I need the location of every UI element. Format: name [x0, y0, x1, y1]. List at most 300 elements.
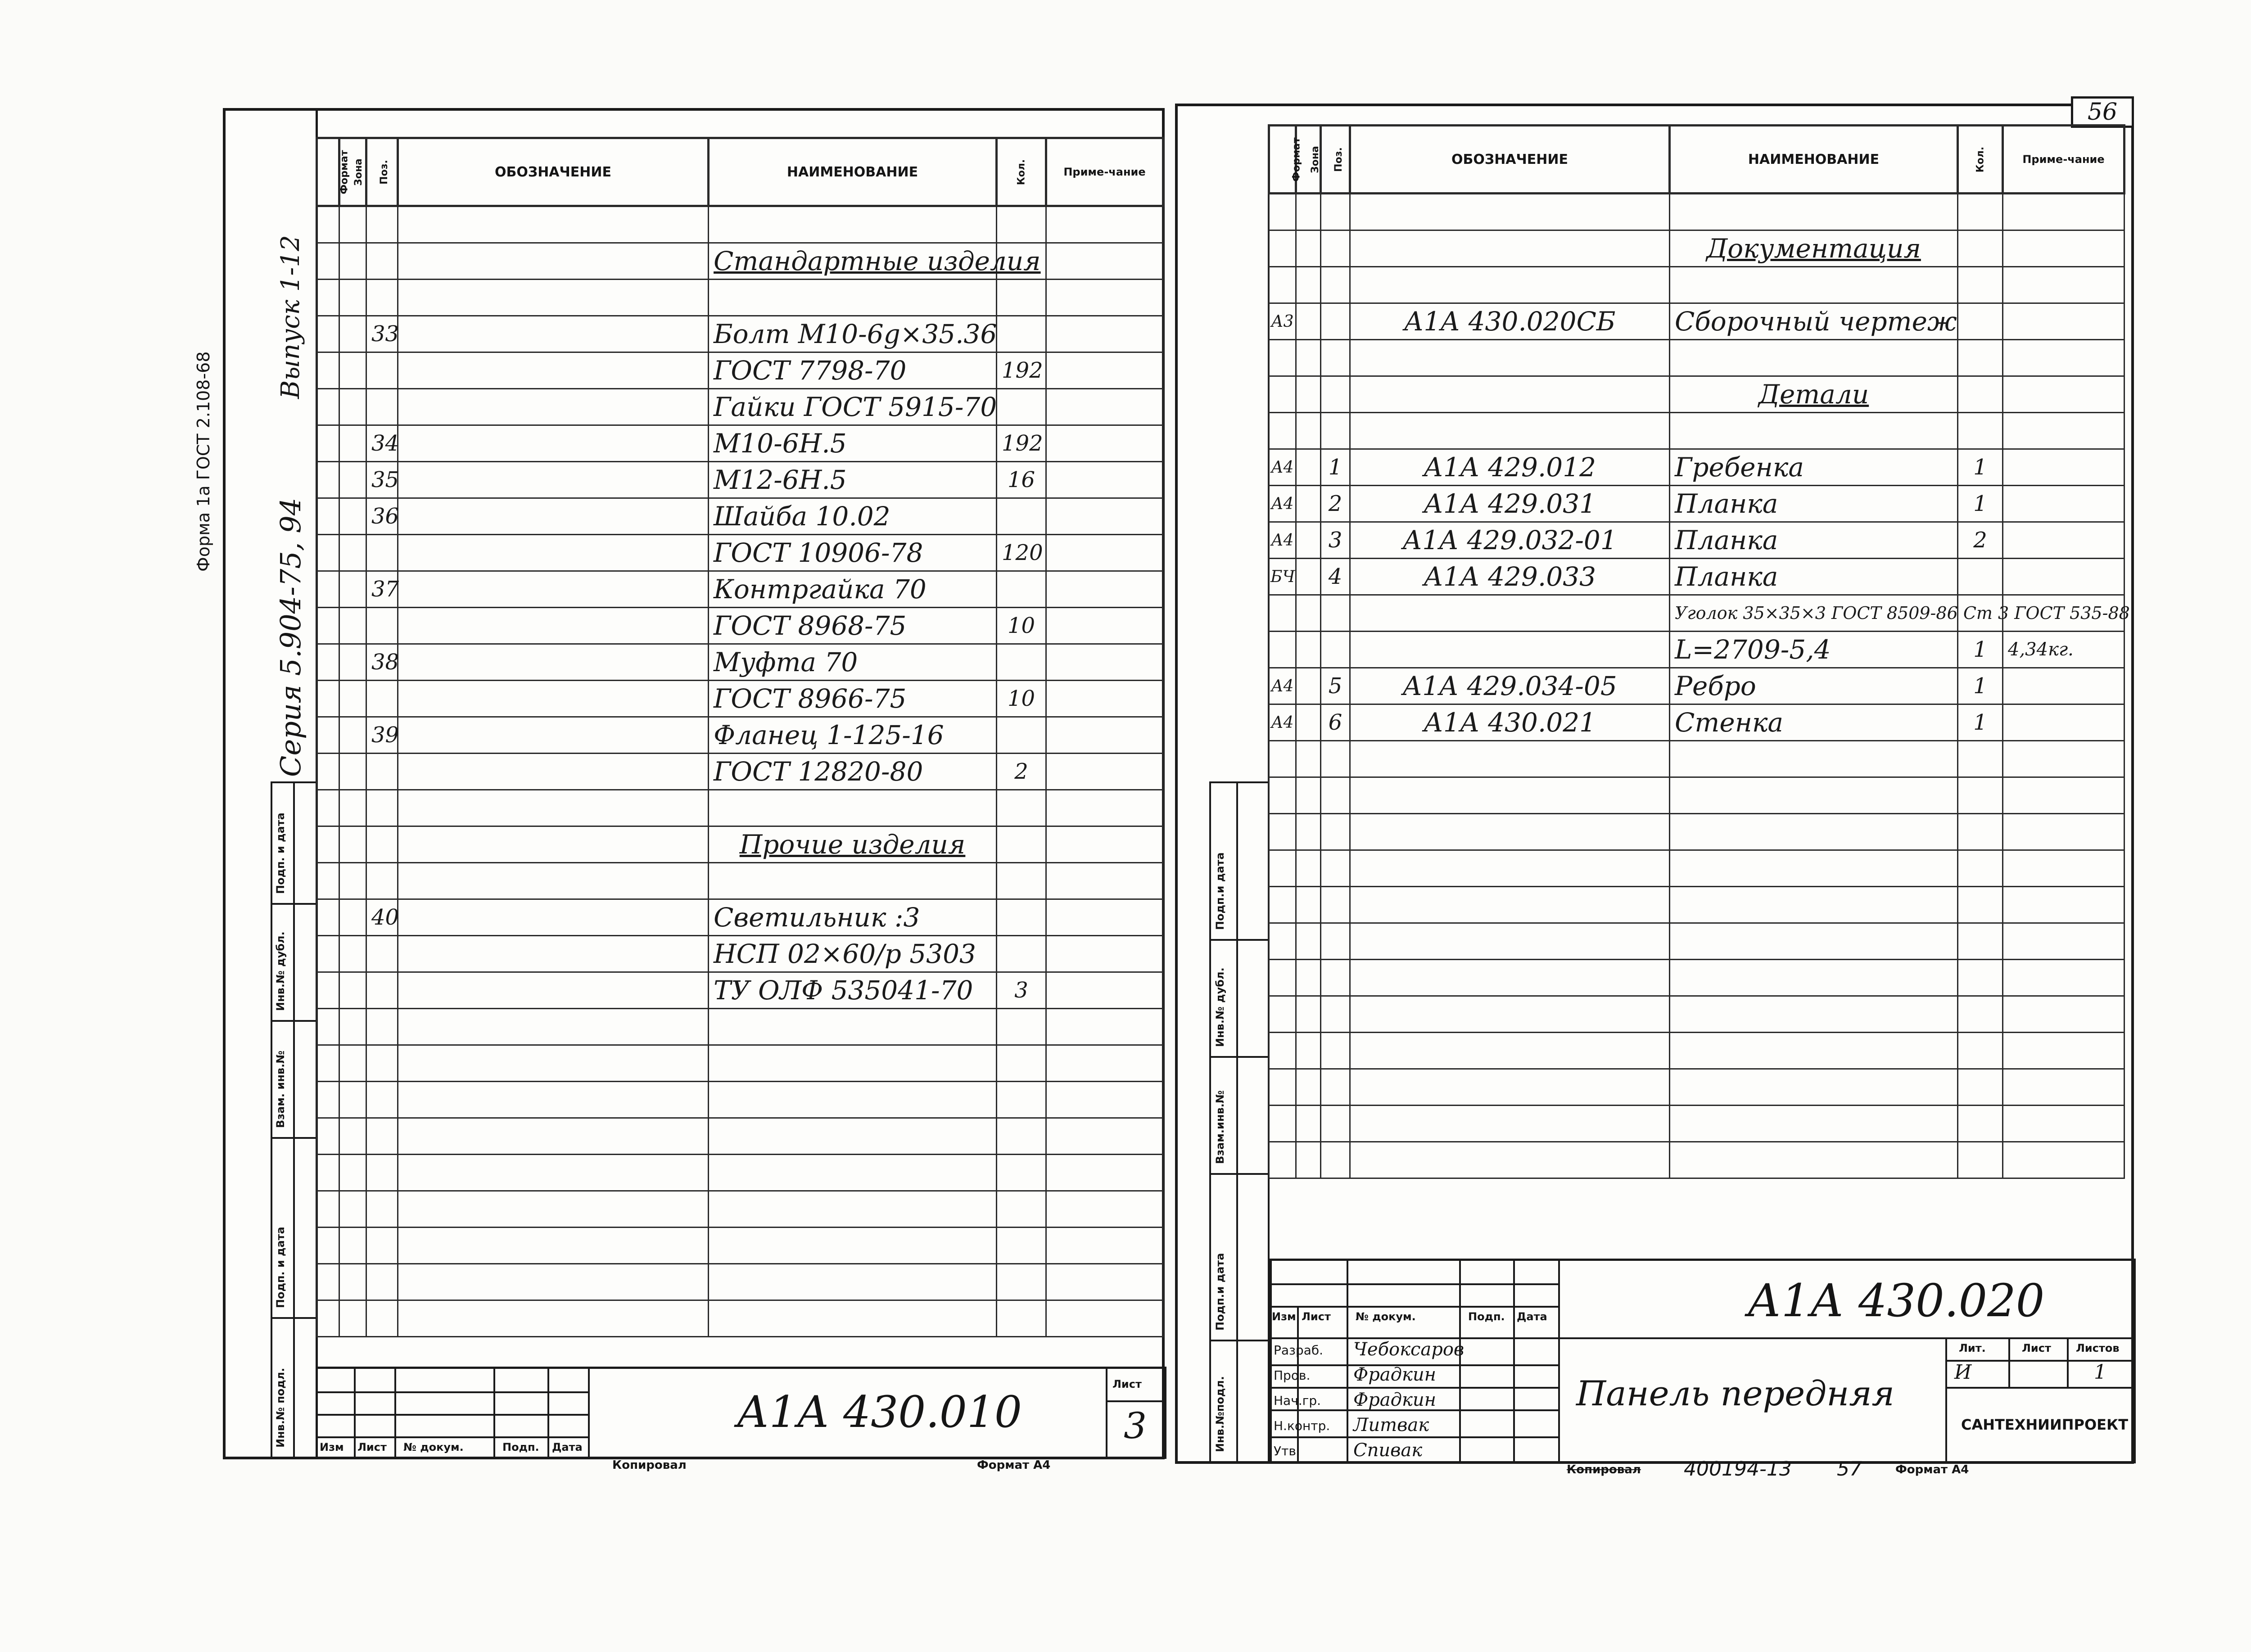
pos-cell: 38	[366, 644, 398, 681]
designation-cell	[1350, 1033, 1670, 1069]
designation-cell	[398, 1264, 709, 1300]
table-row	[1269, 303, 2124, 340]
designation-cell	[398, 535, 709, 571]
note-cell	[2003, 267, 2124, 303]
name-cell: Документация	[1670, 230, 1958, 267]
zone-cell	[1296, 1142, 1321, 1178]
left-document-code: А1А 430.010	[737, 1387, 1022, 1437]
designation-cell	[398, 1009, 709, 1045]
designation-cell	[1350, 1106, 1670, 1142]
table-row	[317, 462, 1163, 498]
note-cell	[2003, 376, 2124, 413]
designation-cell	[1350, 923, 1670, 960]
pos-cell	[1321, 814, 1350, 850]
designation-cell: А1А 429.032-01	[1350, 522, 1670, 559]
note-cell	[1046, 571, 1163, 608]
name-cell	[1670, 887, 1958, 923]
format-cell	[317, 681, 339, 717]
pos-cell	[1321, 850, 1350, 887]
name-cell	[1670, 777, 1958, 814]
right-footer-format: Формат А4	[1895, 1463, 1969, 1476]
name-cell: Шайба 10.02	[709, 498, 997, 535]
left-col-name: НАИМЕНОВАНИЕ	[709, 138, 997, 206]
role-name: Спивак	[1353, 1440, 1423, 1461]
note-cell	[1046, 1300, 1163, 1337]
left-margin-inventory: Инв.№ подл.	[274, 1368, 287, 1448]
format-cell	[1269, 1106, 1296, 1142]
right-stamp-sign: Подп.	[1468, 1310, 1505, 1323]
designation-cell	[1350, 887, 1670, 923]
format-cell	[317, 535, 339, 571]
format-cell	[1269, 413, 1296, 449]
pos-cell: 2	[1321, 486, 1350, 522]
note-cell	[2003, 996, 2124, 1033]
note-cell	[1046, 1228, 1163, 1264]
format-cell: А4	[1269, 486, 1296, 522]
note-cell	[2003, 960, 2124, 996]
right-list-label: Лист	[2022, 1342, 2051, 1354]
left-spec-table	[316, 137, 1164, 1337]
name-cell	[709, 1228, 997, 1264]
name-cell	[1670, 960, 1958, 996]
pos-cell: 6	[1321, 704, 1350, 741]
zone-cell	[1296, 1106, 1321, 1142]
name-cell: Планка	[1670, 522, 1958, 559]
designation-cell	[398, 1228, 709, 1264]
zone-cell	[339, 717, 366, 754]
zone-cell	[1296, 522, 1321, 559]
qty-cell: 192	[997, 352, 1046, 389]
zone-cell	[339, 280, 366, 316]
format-cell	[1269, 960, 1296, 996]
table-row	[1269, 376, 2124, 413]
pos-cell	[1321, 1142, 1350, 1178]
designation-cell	[398, 863, 709, 899]
name-cell: ГОСТ 7798-70	[709, 352, 997, 389]
zone-cell	[1296, 741, 1321, 777]
note-cell	[1046, 389, 1163, 425]
right-spec-sheet	[1175, 99, 2134, 1464]
pos-cell	[366, 243, 398, 280]
note-cell	[2003, 194, 2124, 230]
designation-cell	[398, 243, 709, 280]
format-cell	[1269, 376, 1296, 413]
pos-cell	[366, 972, 398, 1009]
qty-cell	[997, 826, 1046, 863]
pos-cell: 5	[1321, 668, 1350, 704]
format-cell	[1269, 850, 1296, 887]
name-cell	[709, 1118, 997, 1155]
note-cell	[1046, 280, 1163, 316]
pos-cell	[366, 1082, 398, 1118]
pos-cell: 4	[1321, 559, 1350, 595]
zone-cell	[339, 1228, 366, 1264]
table-row	[317, 535, 1163, 571]
right-stamp-date: Дата	[1517, 1310, 1547, 1323]
name-cell	[1670, 413, 1958, 449]
designation-cell	[398, 1045, 709, 1082]
pos-cell	[366, 206, 398, 243]
pos-cell	[366, 1264, 398, 1300]
format-cell	[317, 1264, 339, 1300]
zone-cell	[339, 681, 366, 717]
note-cell	[1046, 863, 1163, 899]
qty-cell	[1958, 777, 2003, 814]
format-cell	[1269, 340, 1296, 376]
name-cell	[709, 790, 997, 826]
pos-cell	[366, 863, 398, 899]
pos-cell	[366, 936, 398, 972]
pos-cell	[1321, 887, 1350, 923]
qty-cell	[1958, 194, 2003, 230]
qty-cell	[997, 1155, 1046, 1191]
right-col-zone: Зона	[1296, 126, 1321, 194]
format-cell: БЧ	[1269, 559, 1296, 595]
zone-cell	[1296, 996, 1321, 1033]
table-row	[317, 1228, 1163, 1264]
pos-cell	[366, 352, 398, 389]
zone-cell	[1296, 486, 1321, 522]
right-roles	[1270, 1337, 1558, 1463]
name-cell: НСП 02×60/р 5303	[709, 936, 997, 972]
zone-cell	[1296, 632, 1321, 668]
left-margin-sign-date: Подп. и дата	[274, 812, 287, 894]
right-title-block	[1268, 1259, 2136, 1463]
table-row	[317, 717, 1163, 754]
pos-cell	[1321, 996, 1350, 1033]
table-row	[1269, 340, 2124, 376]
format-cell: А4	[1269, 449, 1296, 486]
left-title-block	[316, 1367, 1166, 1459]
pos-cell	[1321, 1069, 1350, 1106]
qty-cell	[1958, 923, 2003, 960]
table-row	[317, 1045, 1163, 1082]
right-document-title: Панель передняя	[1576, 1373, 1894, 1413]
designation-cell	[1350, 814, 1670, 850]
qty-cell	[1958, 1033, 2003, 1069]
designation-cell	[1350, 267, 1670, 303]
name-cell	[709, 1009, 997, 1045]
table-row	[317, 389, 1163, 425]
qty-cell	[997, 1300, 1046, 1337]
name-cell	[709, 1191, 997, 1228]
zone-cell	[1296, 559, 1321, 595]
zone-cell	[1296, 960, 1321, 996]
pos-cell	[1321, 595, 1350, 632]
format-cell	[1269, 777, 1296, 814]
note-cell	[1046, 316, 1163, 352]
note-cell	[1046, 681, 1163, 717]
designation-cell	[398, 972, 709, 1009]
designation-cell	[1350, 230, 1670, 267]
qty-cell	[997, 1045, 1046, 1082]
table-row	[1269, 960, 2124, 996]
right-footer-num: 57	[1837, 1458, 1862, 1480]
note-cell	[2003, 923, 2124, 960]
note-cell	[1046, 644, 1163, 681]
qty-cell	[997, 571, 1046, 608]
right-stamp-list: Лист	[1302, 1310, 1331, 1323]
left-table-header	[317, 138, 1163, 206]
qty-cell	[1958, 413, 2003, 449]
note-cell	[1046, 790, 1163, 826]
format-cell	[317, 1155, 339, 1191]
qty-cell: 3	[997, 972, 1046, 1009]
pos-cell: 33	[366, 316, 398, 352]
designation-cell: А1А 429.033	[1350, 559, 1670, 595]
zone-cell	[1296, 668, 1321, 704]
zone-cell	[1296, 1069, 1321, 1106]
table-row	[317, 863, 1163, 899]
left-issue-label: Выпуск 1-12	[276, 235, 305, 399]
name-cell	[1670, 741, 1958, 777]
format-cell: А4	[1269, 522, 1296, 559]
left-stamp-izm: Изм	[320, 1441, 344, 1453]
zone-cell	[339, 1118, 366, 1155]
zone-cell	[339, 936, 366, 972]
format-cell	[317, 352, 339, 389]
format-cell	[317, 826, 339, 863]
note-cell	[2003, 522, 2124, 559]
role-label: Н.контр.	[1274, 1418, 1330, 1433]
format-cell	[317, 498, 339, 535]
note-cell	[1046, 462, 1163, 498]
left-footer-copied: Копировал	[612, 1458, 687, 1472]
zone-cell	[339, 425, 366, 462]
zone-cell	[339, 826, 366, 863]
note-cell: 4,34кг.	[2003, 632, 2124, 668]
note-cell	[1046, 1009, 1163, 1045]
format-cell	[1269, 1142, 1296, 1178]
note-cell	[1046, 754, 1163, 790]
table-row	[317, 972, 1163, 1009]
name-cell	[1670, 1033, 1958, 1069]
name-cell: Светильник :3	[709, 899, 997, 936]
format-cell: А3	[1269, 303, 1296, 340]
name-cell	[1670, 850, 1958, 887]
zone-cell	[1296, 595, 1321, 632]
qty-cell: 2	[1958, 522, 2003, 559]
left-col-zone: Зона	[339, 138, 366, 206]
pos-cell	[1321, 267, 1350, 303]
note-cell	[2003, 340, 2124, 376]
zone-cell	[339, 972, 366, 1009]
designation-cell	[1350, 741, 1670, 777]
name-cell: Муфта 70	[709, 644, 997, 681]
pos-cell	[366, 754, 398, 790]
qty-cell	[997, 389, 1046, 425]
table-row	[1269, 413, 2124, 449]
format-cell	[317, 389, 339, 425]
pos-cell	[366, 790, 398, 826]
format-cell	[317, 1009, 339, 1045]
designation-cell	[398, 498, 709, 535]
zone-cell	[339, 243, 366, 280]
qty-cell	[1958, 850, 2003, 887]
pos-cell	[366, 280, 398, 316]
zone-cell	[339, 571, 366, 608]
zone-cell	[1296, 267, 1321, 303]
format-cell	[317, 425, 339, 462]
table-row	[1269, 1106, 2124, 1142]
zone-cell	[339, 352, 366, 389]
table-row	[317, 826, 1163, 863]
right-table-header	[1269, 126, 2124, 194]
qty-cell	[1958, 887, 2003, 923]
format-cell	[317, 1228, 339, 1264]
role-label: Пров.	[1274, 1368, 1311, 1383]
table-row	[1269, 1069, 2124, 1106]
name-cell: Ребро	[1670, 668, 1958, 704]
pos-cell	[366, 1118, 398, 1155]
zone-cell	[1296, 923, 1321, 960]
format-cell	[1269, 267, 1296, 303]
zone-cell	[339, 1045, 366, 1082]
format-cell	[317, 1045, 339, 1082]
name-cell	[709, 1082, 997, 1118]
right-margin-inventory: Инв.№подл.	[1214, 1376, 1226, 1452]
name-cell: Планка	[1670, 486, 1958, 522]
designation-cell	[398, 754, 709, 790]
note-cell	[2003, 559, 2124, 595]
pos-cell	[366, 681, 398, 717]
qty-cell	[997, 1264, 1046, 1300]
name-cell: Прочие изделия	[709, 826, 997, 863]
designation-cell	[1350, 632, 1670, 668]
note-cell	[2003, 814, 2124, 850]
table-row	[317, 899, 1163, 936]
note-cell	[1046, 1082, 1163, 1118]
designation-cell	[1350, 413, 1670, 449]
note-cell	[2003, 230, 2124, 267]
table-row	[1269, 632, 2124, 668]
note-cell	[2003, 887, 2124, 923]
note-cell	[1046, 243, 1163, 280]
pos-cell	[366, 535, 398, 571]
right-col-format: Формат	[1269, 126, 1296, 194]
qty-cell: 1	[1958, 668, 2003, 704]
qty-cell	[1958, 996, 2003, 1033]
zone-cell	[339, 498, 366, 535]
left-col-format: Формат	[317, 138, 339, 206]
note-cell	[1046, 1191, 1163, 1228]
designation-cell	[398, 1300, 709, 1337]
qty-cell	[997, 863, 1046, 899]
qty-cell	[997, 899, 1046, 936]
name-cell: ТУ ОЛФ 535041-70	[709, 972, 997, 1009]
table-row	[317, 498, 1163, 535]
right-footer-code: 400194-13	[1684, 1458, 1792, 1480]
right-col-note: Приме-чание	[2003, 126, 2124, 194]
table-row	[1269, 887, 2124, 923]
zone-cell	[1296, 194, 1321, 230]
zone-cell	[339, 863, 366, 899]
designation-cell	[1350, 777, 1670, 814]
qty-cell	[997, 206, 1046, 243]
designation-cell	[398, 826, 709, 863]
format-cell	[317, 462, 339, 498]
note-cell	[1046, 1045, 1163, 1082]
format-cell	[1269, 814, 1296, 850]
qty-cell	[997, 1191, 1046, 1228]
designation-cell	[1350, 194, 1670, 230]
name-cell: Болт М10-6g×35.36	[709, 316, 997, 352]
zone-cell	[339, 1300, 366, 1337]
name-cell	[1670, 1106, 1958, 1142]
qty-cell	[997, 1009, 1046, 1045]
name-cell: ГОСТ 12820-80	[709, 754, 997, 790]
format-cell	[317, 972, 339, 1009]
table-row	[1269, 814, 2124, 850]
note-cell	[1046, 1264, 1163, 1300]
qty-cell	[1958, 1069, 2003, 1106]
designation-cell	[398, 1191, 709, 1228]
right-col-pos: Поз.	[1321, 126, 1350, 194]
note-cell	[1046, 352, 1163, 389]
designation-cell	[398, 681, 709, 717]
left-form-label: Форма 1а ГОСТ 2.108-68	[194, 351, 213, 572]
zone-cell	[339, 754, 366, 790]
zone-cell	[1296, 303, 1321, 340]
table-row	[317, 1155, 1163, 1191]
table-row	[317, 681, 1163, 717]
format-cell	[1269, 632, 1296, 668]
right-lit-value: И	[1954, 1361, 1972, 1384]
pos-cell	[366, 1009, 398, 1045]
format-cell	[1269, 1069, 1296, 1106]
pos-cell	[366, 1191, 398, 1228]
designation-cell	[1350, 850, 1670, 887]
left-col-designation: ОБОЗНАЧЕНИЕ	[398, 138, 709, 206]
designation-cell: А1А 430.020СБ	[1350, 303, 1670, 340]
format-cell	[1269, 595, 1296, 632]
pos-cell	[1321, 340, 1350, 376]
pos-cell: 34	[366, 425, 398, 462]
designation-cell	[398, 425, 709, 462]
table-row	[317, 571, 1163, 608]
note-cell	[1046, 498, 1163, 535]
pos-cell	[1321, 1106, 1350, 1142]
designation-cell	[398, 1155, 709, 1191]
table-row	[1269, 777, 2124, 814]
zone-cell	[339, 389, 366, 425]
qty-cell	[997, 280, 1046, 316]
pos-cell	[366, 1155, 398, 1191]
pos-cell	[1321, 1033, 1350, 1069]
pos-cell	[1321, 376, 1350, 413]
pos-cell	[1321, 632, 1350, 668]
name-cell	[709, 1155, 997, 1191]
qty-cell	[1958, 230, 2003, 267]
left-stamp-doc: № докум.	[403, 1441, 464, 1453]
qty-cell: 10	[997, 608, 1046, 644]
name-cell	[1670, 996, 1958, 1033]
role-name: Литвак	[1353, 1415, 1429, 1435]
name-cell: Фланец 1-125-16	[709, 717, 997, 754]
right-col-name: НАИМЕНОВАНИЕ	[1670, 126, 1958, 194]
name-cell: М10-6Н.5	[709, 425, 997, 462]
left-stamp-date: Дата	[552, 1441, 583, 1453]
table-row	[1269, 194, 2124, 230]
zone-cell	[1296, 413, 1321, 449]
format-cell	[317, 863, 339, 899]
designation-cell	[1350, 595, 1670, 632]
right-document-code: А1А 430.020	[1747, 1274, 2045, 1327]
note-cell	[2003, 303, 2124, 340]
note-cell	[1046, 972, 1163, 1009]
pos-cell	[366, 1228, 398, 1264]
designation-cell	[1350, 340, 1670, 376]
